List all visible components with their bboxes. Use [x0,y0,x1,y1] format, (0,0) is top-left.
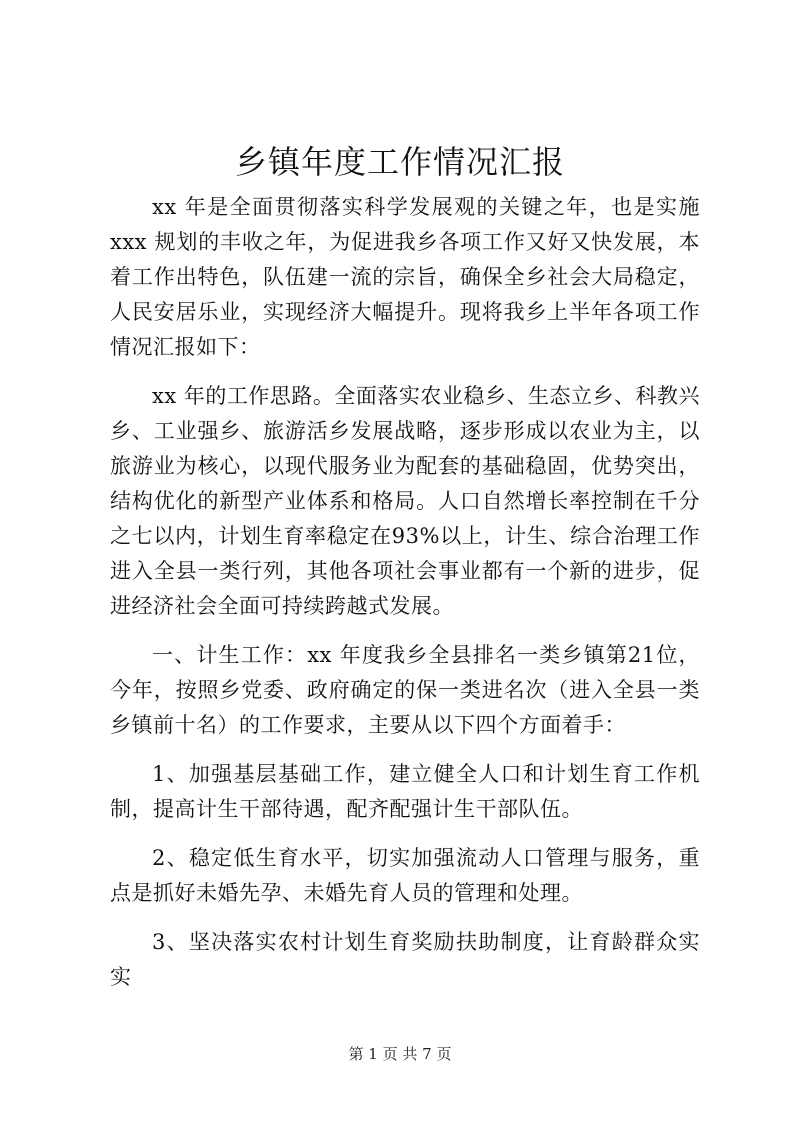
paragraph-item-3: 3、坚决落实农村计划生育奖励扶助制度，让育龄群众实实 [110,930,700,989]
paragraph-item-1: 1、加强基层基础工作，建立健全人口和计划生育工作机制，提高计生干部待遇，配齐配强计生干部队伍。 [110,762,700,821]
paragraph-family-planning: 一、计生工作：xx 年度我乡全县排名一类乡镇第21位，今年，按照乡党委、政府确定的保一类进名次（进入全县一类乡镇前十名）的工作要求，主要从以下四个方面着手： [110,643,700,737]
document-body [110,190,700,1009]
paragraph-work-plan: xx 年的工作思路。全面落实农业稳乡、生态立乡、科教兴乡、工业强乡、旅游活乡发展战略，逐步形成以农业为主，以旅游业为核心，以现代服务业为配套的基础稳固，优势突出，结构优化的新型产业体系和格局。人口自然增长率控制在千分之七以内，计划生育率稳定在93%以上，计生、综合治理工作进入全县一类行列，其他各项社会事业都有一个新的进步，促进经济社会全面可持续跨越式发展。 [110,384,700,618]
paragraph-intro: xx 年是全面贯彻落实科学发展观的关键之年，也是实施 xxx 规划的丰收之年，为促进我乡各项工作又好又快发展，本着工作出特色，队伍建一流的宗旨，确保全乡社会大局稳定，人民安居乐业，实现经济大幅提升。现将我乡上半年各项工作情况汇报如下： [110,195,700,359]
document-title: 乡镇年度工作情况汇报 [234,143,565,181]
page-footer: 第 1 页 共 7 页 [348,1045,452,1063]
paragraph-item-2: 2、稳定低生育水平，切实加强流动人口管理与服务，重点是抓好未婚先孕、未婚先育人员的管理和处理。 [110,846,700,905]
